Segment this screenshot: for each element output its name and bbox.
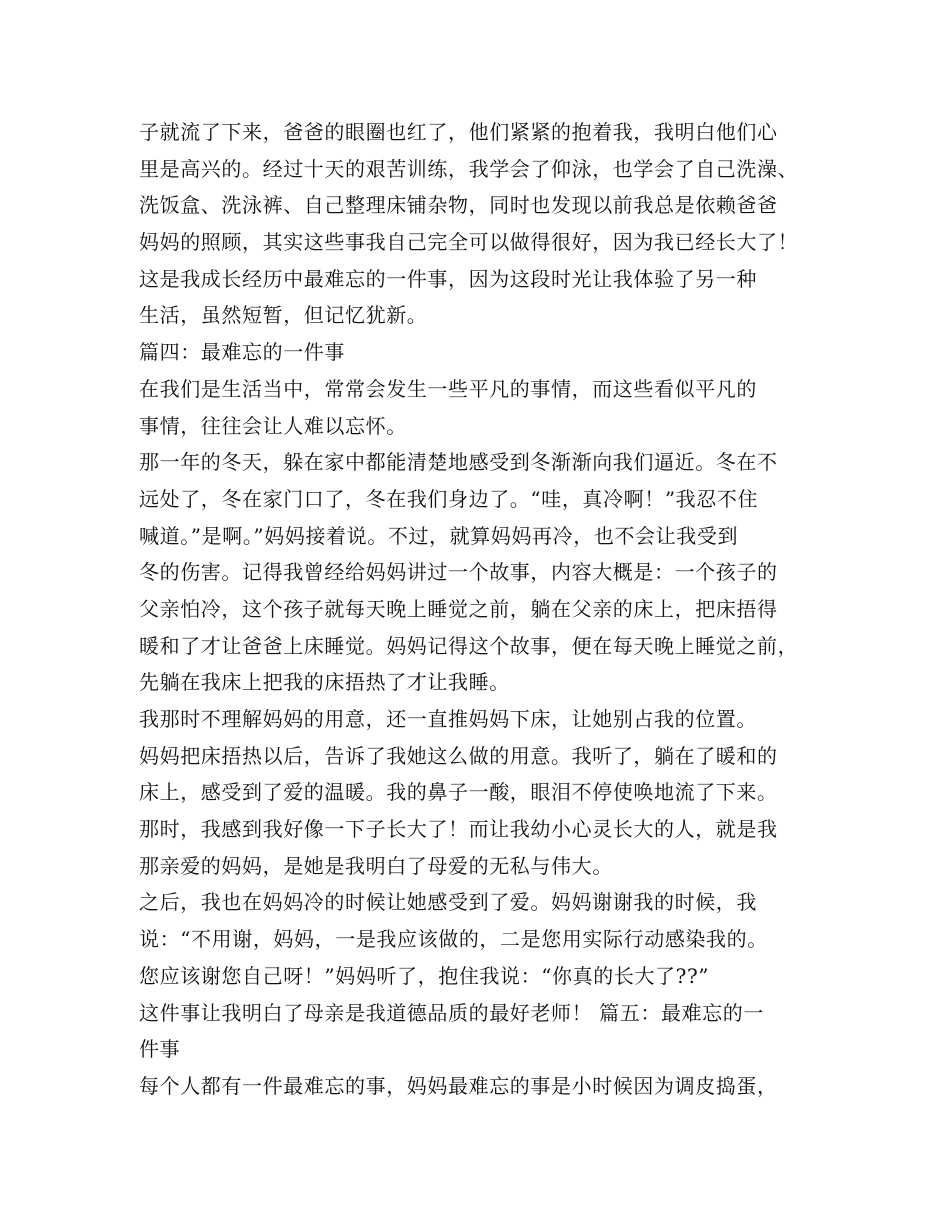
text-line: 父亲怕冷，这个孩子就每天晚上睡觉之前，躺在父亲的床上，把床捂得 (139, 596, 778, 621)
text-line: 那一年的冬天，躲在家中都能清楚地感受到冬渐渐向我们逼近。冬在不 (139, 450, 778, 475)
text-line: 床上，感受到了爱的温暖。我的鼻子一酸，眼泪不停使唤地流了下来。 (139, 780, 778, 805)
text-line: 之后，我也在妈妈冷的时候让她感受到了爱。妈妈谢谢我的时候，我 (139, 890, 757, 915)
text-line: 子就流了下来，爸爸的眼圈也红了，他们紧紧的抱着我，我明白他们心 (139, 120, 778, 144)
text-line: 喊道。”是啊。”妈妈接着说。不过，就算妈妈再冷，也不会让我受到 (139, 523, 739, 548)
text-line: 件事 (139, 1037, 181, 1062)
text-line: 生活，虽然短暂，但记忆犹新。 (139, 303, 428, 328)
text-line: 妈妈把床捂热以后，告诉了我她这么做的用意。我听了，躺在了暖和的 (139, 743, 778, 768)
text-line: 这是我成长经历中最难忘的一件事，因为这段时光让我体验了另一种 (139, 266, 757, 291)
text-line: 远处了，冬在家门口了，冬在我们身边了。“哇，真冷啊！”我忍不住 (139, 486, 759, 511)
text-line: 先躺在我床上把我的床捂热了才让我睡。 (139, 670, 510, 695)
text-line: 那时，我感到我好像一下子长大了！而让我幼小心灵长大的人，就是我 (139, 817, 778, 842)
text-line: 在我们是生活当中，常常会发生一些平凡的事情，而这些看似平凡的 (139, 376, 757, 401)
text-line: 您应该谢您自己呀！”妈妈听了，抱住我说：“你真的长大了??” (139, 963, 710, 988)
text-line: 这件事让我明白了母亲是我道德品质的最好老师！ 篇五：最难忘的一 (139, 1000, 764, 1025)
text-line: 妈妈的照顾，其实这些事我自己完全可以做得很好，因为我已经长大了！ (139, 230, 799, 255)
text-line: 说：“不用谢，妈妈，一是我应该做的，二是您用实际行动感染我的。 (139, 927, 768, 952)
text-line: 洗饭盒、洗泳裤、自己整理床铺杂物，同时也发现以前我总是依赖爸爸 (139, 193, 778, 218)
text-line: 那亲爱的妈妈，是她是我明白了母爱的无私与伟大。 (139, 853, 613, 878)
text-line: 里是高兴的。经过十天的艰苦训练，我学会了仰泳，也学会了自己洗澡、 (139, 156, 799, 181)
text-line: 每个人都有一件最难忘的事，妈妈最难忘的事是小时候因为调皮捣蛋， (139, 1073, 778, 1098)
section-heading: 篇四：最难忘的一件事 (139, 340, 345, 365)
text-line: 冬的伤害。记得我曾经给妈妈讲过一个故事，内容大概是：一个孩子的 (139, 560, 778, 585)
body-text (139, 114, 839, 1105)
text-line: 事情，往往会让人难以忘怀。 (139, 413, 407, 438)
text-line: 暖和了才让爸爸上床睡觉。妈妈记得这个故事，便在每天晚上睡觉之前， (139, 633, 799, 658)
text-line: 我那时不理解妈妈的用意，还一直推妈妈下床，让她别占我的位置。 (139, 707, 757, 731)
